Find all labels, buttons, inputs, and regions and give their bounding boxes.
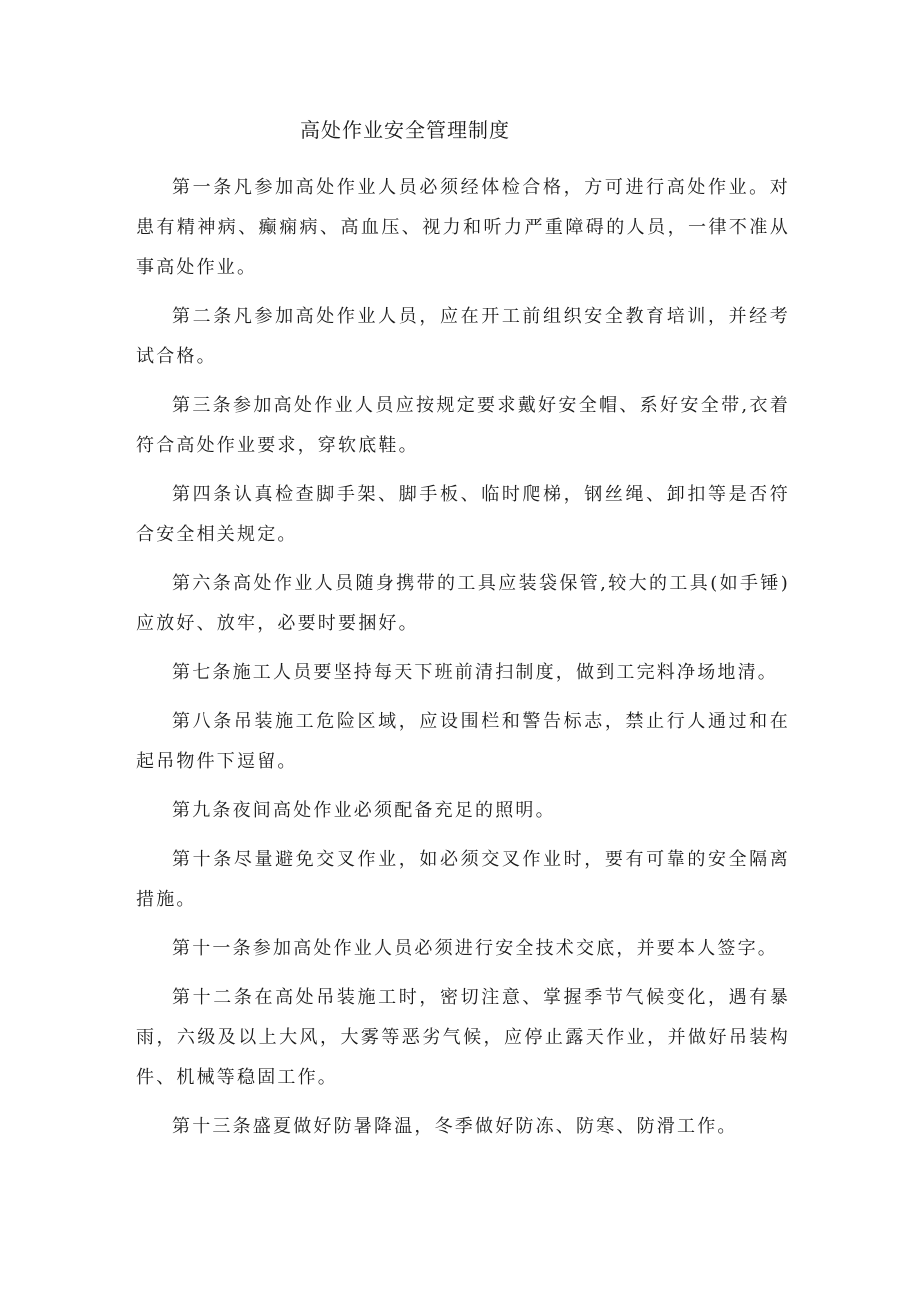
article-12: 第十二条在高处吊装施工时，密切注意、掌握季节气候变化，遇有暴雨，六级及以上大风，大雾等恶劣气候，应停止露天作业，并做好吊装构件、机械等稳固工作。 [136,987,790,1088]
article-7: 第七条施工人员要坚持每天下班前清扫制度，做到工完料净场地清。 [172,662,778,683]
article-4: 第四条认真检查脚手架、脚手板、临时爬梯，钢丝绳、卸扣等是否符合安全相关规定。 [136,484,790,545]
article-1: 第一条凡参加高处作业人员必须经体检合格，方可进行高处作业。对患有精神病、癫痫病、高血压、视力和听力严重障碍的人员，一律不准从事高处作业。 [136,177,790,278]
article-3: 第三条参加高处作业人员应按规定要求戴好安全帽、系好安全带,衣着符合高处作业要求，穿软底鞋。 [136,395,790,456]
article-2: 第二条凡参加高处作业人员，应在开工前组织安全教育培训，并经考试合格。 [136,306,790,367]
article-11: 第十一条参加高处作业人员必须进行安全技术交底，并要本人签字。 [172,938,778,959]
article-10: 第十条尽量避免交叉作业，如必须交叉作业时，要有可靠的安全隔离措施。 [136,849,790,910]
article-9: 第九条夜间高处作业必须配备充足的照明。 [172,800,556,821]
article-6: 第六条高处作业人员随身携带的工具应装袋保管,较大的工具(如手锤)应放好、放牢，必要时要捆好。 [136,573,790,634]
document-title: 高处作业安全管理制度 [300,118,510,142]
document-body [136,168,790,1156]
article-13: 第十三条盛夏做好防暑降温，冬季做好防冻、防寒、防滑工作。 [172,1116,738,1137]
article-8: 第八条吊装施工危险区域，应设围栏和警告标志，禁止行人通过和在起吊物件下逗留。 [136,711,790,772]
